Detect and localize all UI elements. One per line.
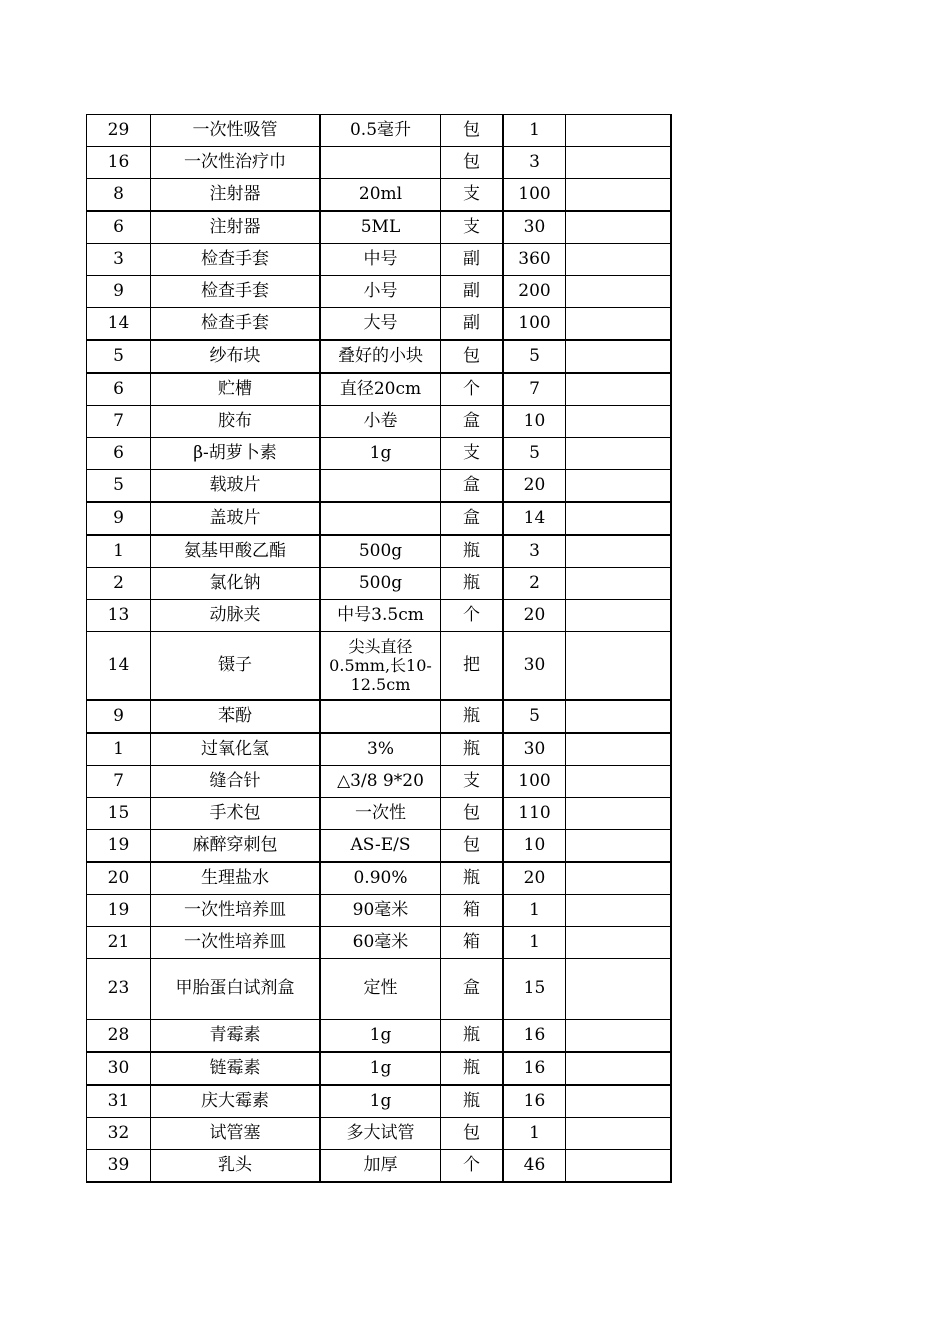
cell-note	[566, 211, 672, 244]
cell-name: 纱布块	[151, 340, 321, 373]
cell-no: 14	[87, 632, 151, 701]
cell-no: 29	[87, 115, 151, 147]
table-row	[87, 340, 672, 373]
cell-unit: 支	[441, 179, 504, 212]
cell-unit: 支	[441, 211, 504, 244]
cell-name: 链霉素	[151, 1052, 321, 1085]
cell-qty: 100	[503, 308, 566, 341]
cell-no: 31	[87, 1085, 151, 1118]
supply-table	[86, 114, 672, 1183]
cell-note	[566, 147, 672, 179]
table-row	[87, 600, 672, 632]
cell-unit: 包	[441, 115, 504, 147]
cell-unit: 副	[441, 276, 504, 308]
cell-unit: 包	[441, 340, 504, 373]
table-row	[87, 1052, 672, 1085]
table-row	[87, 700, 672, 733]
cell-spec: 定性	[320, 959, 441, 1020]
table-row	[87, 568, 672, 600]
cell-spec: 直径20cm	[320, 373, 441, 406]
cell-spec: 多大试管	[320, 1118, 441, 1150]
cell-name: 一次性治疗巾	[151, 147, 321, 179]
cell-note	[566, 1020, 672, 1053]
cell-spec: AS-E/S	[320, 830, 441, 863]
cell-qty: 16	[503, 1085, 566, 1118]
cell-name: 一次性吸管	[151, 115, 321, 147]
table-row	[87, 959, 672, 1020]
cell-name: 苯酚	[151, 700, 321, 733]
cell-note	[566, 1052, 672, 1085]
cell-unit: 包	[441, 147, 504, 179]
cell-qty: 20	[503, 600, 566, 632]
cell-spec: 小号	[320, 276, 441, 308]
cell-qty: 3	[503, 147, 566, 179]
cell-note	[566, 766, 672, 798]
cell-note	[566, 535, 672, 568]
cell-note	[566, 276, 672, 308]
cell-unit: 瓶	[441, 1085, 504, 1118]
cell-qty: 5	[503, 340, 566, 373]
cell-no: 19	[87, 895, 151, 927]
cell-no: 8	[87, 179, 151, 212]
cell-no: 32	[87, 1118, 151, 1150]
cell-note	[566, 373, 672, 406]
cell-spec: 一次性	[320, 798, 441, 830]
cell-no: 1	[87, 733, 151, 766]
cell-no: 21	[87, 927, 151, 959]
cell-spec: 0.90%	[320, 862, 441, 895]
cell-no: 3	[87, 244, 151, 276]
cell-unit: 包	[441, 798, 504, 830]
cell-name: 手术包	[151, 798, 321, 830]
table-row	[87, 1118, 672, 1150]
cell-unit: 副	[441, 244, 504, 276]
cell-name: β-胡萝卜素	[151, 438, 321, 470]
cell-no: 15	[87, 798, 151, 830]
table-row	[87, 766, 672, 798]
cell-name: 氯化钠	[151, 568, 321, 600]
cell-unit: 瓶	[441, 862, 504, 895]
cell-no: 5	[87, 470, 151, 503]
cell-unit: 瓶	[441, 535, 504, 568]
cell-no: 16	[87, 147, 151, 179]
cell-qty: 7	[503, 373, 566, 406]
cell-qty: 200	[503, 276, 566, 308]
cell-qty: 10	[503, 830, 566, 863]
cell-qty: 360	[503, 244, 566, 276]
cell-note	[566, 179, 672, 212]
cell-name: 生理盐水	[151, 862, 321, 895]
cell-no: 7	[87, 406, 151, 438]
cell-note	[566, 632, 672, 701]
cell-unit: 支	[441, 438, 504, 470]
cell-qty: 5	[503, 438, 566, 470]
cell-name: 试管塞	[151, 1118, 321, 1150]
table-row	[87, 535, 672, 568]
cell-no: 9	[87, 276, 151, 308]
table-row	[87, 211, 672, 244]
cell-qty: 30	[503, 733, 566, 766]
cell-note	[566, 568, 672, 600]
cell-no: 7	[87, 766, 151, 798]
cell-unit: 个	[441, 373, 504, 406]
cell-unit: 箱	[441, 895, 504, 927]
table-row	[87, 115, 672, 147]
cell-qty: 1	[503, 1118, 566, 1150]
cell-qty: 3	[503, 535, 566, 568]
cell-no: 23	[87, 959, 151, 1020]
cell-unit: 盒	[441, 470, 504, 503]
cell-name: 一次性培养皿	[151, 895, 321, 927]
cell-spec: 90毫米	[320, 895, 441, 927]
table-row	[87, 276, 672, 308]
cell-no: 6	[87, 438, 151, 470]
cell-name: 青霉素	[151, 1020, 321, 1053]
cell-no: 14	[87, 308, 151, 341]
cell-name: 检查手套	[151, 244, 321, 276]
cell-spec	[320, 470, 441, 503]
cell-no: 2	[87, 568, 151, 600]
cell-note	[566, 340, 672, 373]
cell-spec: 1g	[320, 1085, 441, 1118]
table-row	[87, 502, 672, 535]
cell-note	[566, 895, 672, 927]
table-row	[87, 244, 672, 276]
cell-spec: 1g	[320, 1020, 441, 1053]
cell-unit: 包	[441, 830, 504, 863]
cell-no: 6	[87, 373, 151, 406]
cell-note	[566, 115, 672, 147]
cell-note	[566, 798, 672, 830]
cell-qty: 10	[503, 406, 566, 438]
cell-unit: 把	[441, 632, 504, 701]
cell-spec: 小卷	[320, 406, 441, 438]
cell-note	[566, 406, 672, 438]
cell-spec: 0.5毫升	[320, 115, 441, 147]
cell-unit: 个	[441, 600, 504, 632]
cell-spec: 中号3.5cm	[320, 600, 441, 632]
cell-name: 贮槽	[151, 373, 321, 406]
table-row	[87, 1150, 672, 1183]
table-row	[87, 927, 672, 959]
cell-no: 13	[87, 600, 151, 632]
cell-qty: 16	[503, 1052, 566, 1085]
table-row	[87, 179, 672, 212]
cell-unit: 个	[441, 1150, 504, 1183]
cell-name: 镊子	[151, 632, 321, 701]
cell-qty: 14	[503, 502, 566, 535]
table-row	[87, 895, 672, 927]
cell-note	[566, 244, 672, 276]
cell-note	[566, 438, 672, 470]
cell-qty: 5	[503, 700, 566, 733]
cell-unit: 箱	[441, 927, 504, 959]
cell-spec: 20ml	[320, 179, 441, 212]
cell-name: 庆大霉素	[151, 1085, 321, 1118]
cell-name: 检查手套	[151, 276, 321, 308]
cell-note	[566, 1118, 672, 1150]
cell-no: 9	[87, 502, 151, 535]
table-row	[87, 438, 672, 470]
cell-spec: 大号	[320, 308, 441, 341]
cell-name: 麻醉穿刺包	[151, 830, 321, 863]
cell-qty: 16	[503, 1020, 566, 1053]
table-row	[87, 147, 672, 179]
cell-no: 6	[87, 211, 151, 244]
cell-qty: 30	[503, 632, 566, 701]
cell-spec: 60毫米	[320, 927, 441, 959]
cell-unit: 瓶	[441, 1020, 504, 1053]
cell-no: 5	[87, 340, 151, 373]
cell-name: 氨基甲酸乙酯	[151, 535, 321, 568]
table-row	[87, 308, 672, 341]
cell-qty: 100	[503, 766, 566, 798]
cell-note	[566, 600, 672, 632]
cell-note	[566, 700, 672, 733]
table-row	[87, 798, 672, 830]
table-row	[87, 862, 672, 895]
cell-spec: 尖头直径0.5mm,长10-12.5cm	[320, 632, 441, 701]
cell-note	[566, 502, 672, 535]
table-row	[87, 1085, 672, 1118]
cell-no: 1	[87, 535, 151, 568]
cell-unit: 瓶	[441, 700, 504, 733]
cell-name: 检查手套	[151, 308, 321, 341]
cell-spec	[320, 147, 441, 179]
cell-name: 过氧化氢	[151, 733, 321, 766]
cell-note	[566, 1085, 672, 1118]
table-row	[87, 1020, 672, 1053]
cell-unit: 盒	[441, 959, 504, 1020]
cell-qty: 1	[503, 927, 566, 959]
cell-qty: 30	[503, 211, 566, 244]
cell-name: 胶布	[151, 406, 321, 438]
cell-spec	[320, 700, 441, 733]
cell-spec: 1g	[320, 1052, 441, 1085]
cell-spec: 中号	[320, 244, 441, 276]
cell-spec: 3%	[320, 733, 441, 766]
cell-name: 甲胎蛋白试剂盒	[151, 959, 321, 1020]
cell-qty: 15	[503, 959, 566, 1020]
cell-unit: 瓶	[441, 568, 504, 600]
cell-unit: 盒	[441, 406, 504, 438]
cell-note	[566, 959, 672, 1020]
cell-qty: 110	[503, 798, 566, 830]
table-row	[87, 830, 672, 863]
cell-unit: 副	[441, 308, 504, 341]
cell-spec: 5ML	[320, 211, 441, 244]
cell-name: 动脉夹	[151, 600, 321, 632]
cell-no: 39	[87, 1150, 151, 1183]
cell-spec	[320, 502, 441, 535]
cell-name: 盖玻片	[151, 502, 321, 535]
cell-unit: 包	[441, 1118, 504, 1150]
cell-name: 载玻片	[151, 470, 321, 503]
cell-no: 28	[87, 1020, 151, 1053]
table-row	[87, 470, 672, 503]
cell-qty: 46	[503, 1150, 566, 1183]
cell-no: 9	[87, 700, 151, 733]
cell-name: 注射器	[151, 211, 321, 244]
cell-no: 19	[87, 830, 151, 863]
cell-spec: 1g	[320, 438, 441, 470]
cell-qty: 100	[503, 179, 566, 212]
cell-no: 20	[87, 862, 151, 895]
cell-no: 30	[87, 1052, 151, 1085]
cell-qty: 2	[503, 568, 566, 600]
table-row	[87, 406, 672, 438]
cell-note	[566, 308, 672, 341]
cell-spec: 加厚	[320, 1150, 441, 1183]
cell-spec: 叠好的小块	[320, 340, 441, 373]
cell-unit: 支	[441, 766, 504, 798]
cell-name: 乳头	[151, 1150, 321, 1183]
cell-qty: 1	[503, 115, 566, 147]
table-row	[87, 733, 672, 766]
cell-qty: 20	[503, 862, 566, 895]
cell-qty: 1	[503, 895, 566, 927]
cell-unit: 瓶	[441, 733, 504, 766]
cell-note	[566, 927, 672, 959]
cell-name: 一次性培养皿	[151, 927, 321, 959]
cell-note	[566, 470, 672, 503]
table-row	[87, 632, 672, 701]
cell-unit: 瓶	[441, 1052, 504, 1085]
cell-name: 注射器	[151, 179, 321, 212]
cell-spec: 500g	[320, 535, 441, 568]
cell-note	[566, 862, 672, 895]
cell-qty: 20	[503, 470, 566, 503]
cell-note	[566, 830, 672, 863]
table-row	[87, 373, 672, 406]
cell-spec: 500g	[320, 568, 441, 600]
cell-name: 缝合针	[151, 766, 321, 798]
cell-spec: △3/8 9*20	[320, 766, 441, 798]
cell-unit: 盒	[441, 502, 504, 535]
cell-note	[566, 733, 672, 766]
cell-note	[566, 1150, 672, 1183]
